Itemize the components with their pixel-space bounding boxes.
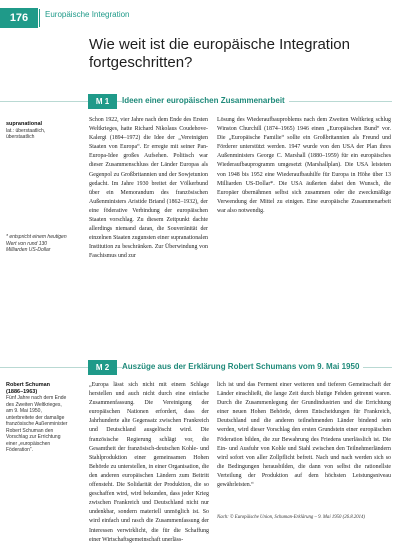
margin-note-dollar: [6, 234, 68, 254]
note-text: Fünf Jahre nach dem Ende des Zweiten Weltkrieges, am 9. Mai 1950, unterbreitete der damalige französische Außenminister Robert Schuman den Vorschlag zur Errichtung einer „europäischen Föderation“.: [6, 395, 68, 453]
note-text: * entspricht einem heutigen Wert von rund 130 Milliarden US-Dollar: [6, 234, 67, 253]
note-term: Robert Schuman (1886–1963): [6, 382, 51, 395]
header-divider: [39, 9, 40, 27]
m2-text-right: lich ist und das Ferment einer weiteren und tieferen Gemeinschaft der Länder einschließt, die lange Zeit durch blutige Fehden getrennt waren. Durch die Zusammenlegung der Grundindustrien und die Errichtung einer neuen Hohen Behörde, deren Entscheidungen für Frankreich, Deutschland und die anderen teilnehmenden Länder bindend sein werden, wird dieser Vorschlag den ersten Grundstein einer europäischen Föderation bilden, die zur Bewahrung des Friedens unerlässlich ist. Die Ein- und Ausfuhr von Kohle und Stahl zwischen den Teilnehmerländern wird sofort von aller Zollpflicht befreit. Nach und nach werden sich so die Bedingungen herausbilden, die dann von selbst die rationellste Verteilung der Produktion auf dem höchsten Leistungsniveau gewährleisten.“: [217, 382, 391, 489]
m2-text-left: „Europa lässt sich nicht mit einem Schlage herstellen und auch nicht durch eine einfache Zusammenfassung. Die Vereinigung der europäischen Nationen erfordert, dass der Jahrhunderte alte Gegensatz zwischen Frankreich und Deutschland ausgelöscht wird. Die französische Regierung schlägt vor, die Gesamtheit der französisch-deutschen Kohle- und Stahlproduktion einer gemeinsamen Hohen Behörde zu unterstellen, in einer Organisation, die den anderen europäischen Ländern zum Beitritt offensteht. Die Solidarität der Produktion, die so geschaffen wird, wird bekunden, dass jeder Krieg zwischen Frankreich und Deutschland nicht nur undenkbar, sondern materiell unmöglich ist. So wird einfach und rasch die Zusammenfassung der Interessen verwirklicht, die für die Schaffung einer Wirtschaftsgemeinschaft unerläss-: [89, 382, 209, 543]
section-m2-bar: [0, 360, 392, 375]
running-head: Europäische Integration: [45, 10, 130, 19]
margin-note-supranational: [6, 121, 68, 141]
m1-text-left: Schon 1922, vier Jahre nach dem Ende des Ersten Weltkrieges, hatte Richard Nikolaus Coudehove-Kalergi (1894–1972) die Idee der „Vereinigten Staaten von Europa“. Er erregte mit seiner Pan-Europa-Idee großes Aufsehen. Politisch war dieser Zusammenschluss der Länder Europas als Gegenpol zu Großbritannien und der Sowjetunion gedacht. Im Jahre 1930 breitet der Völkerbund über ein Memorandum des französischen Außenministers Aristide Briand (1862–1932), der eine föderative Verbindung der europäischen Staaten vorschlag. Zu diesem Zeitpunkt dachte allerdings niemand daran, die Souveränität der einzelnen Staaten zugunsten einer supranationalen Institution zu beschränken. Zur Überwindung von Faschismus und zur: [89, 117, 208, 260]
page-title: Wie weit ist die europäische Integration fortgeschritten?: [89, 36, 350, 71]
note-term: supranational: [6, 121, 43, 127]
section-m2-title: Auszüge aus der Erklärung Robert Schumans vom 9. Mai 1950: [122, 362, 363, 371]
section-m1-tag: M 1: [88, 94, 117, 109]
m2-column-left: [89, 381, 209, 545]
section-m1-title: Ideen einer europäischen Zusammenarbeit: [122, 96, 289, 105]
section-m1-bar: [0, 94, 392, 109]
m2-column-right: [217, 381, 391, 490]
page-number: 176: [0, 8, 38, 28]
m1-column-left: [89, 116, 208, 262]
note-text: lat.: überstaatlich, überstaatlich: [6, 127, 46, 140]
source-citation: Nach: © Europäische Union, Schuman-Erklärung – 9. Mai 1950 (26.8.2014): [217, 515, 366, 520]
m1-column-right: [217, 116, 391, 216]
margin-note-schuman: [6, 382, 68, 454]
m1-text-right: Lösung des Wiederaufbauproblems nach dem Zweiten Weltkrieg schlug Winston Churchill (1874–1965) 1946 einen „Europäischen Bund“ vor. Die „Europäische Familie“ sollte ein Großbritannien als Freund und Förderer unterstützt werden. 1947 wurde von den USA der Plan ihres Außenministers George C. Marshall (1880–1959) für ein europäisches Wiederaufbauprogramm umgesetzt (Marshallplan). Die USA leisteten von 1948 bis 1952 eine Wiederaufbauhilfe für Europa in Höhe über 13 Milliarden US-Dollar*. Die USA äußerten dabei den Wunsch, die Europäer übernähmen selbst sich zusammen oder die zweckmäßige Verwendung der Mittel zu einigen. Eine europäische Zusammenarbeit war also notwendig.: [217, 117, 391, 214]
section-m2-tag: M 2: [88, 360, 117, 375]
